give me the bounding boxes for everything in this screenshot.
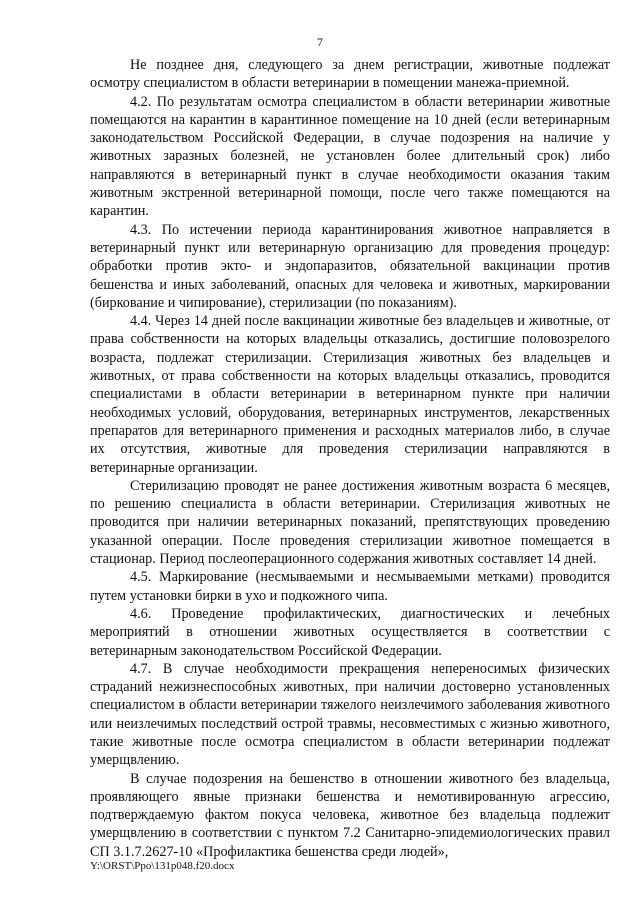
- paragraph: В случае подозрения на бешенство в отношении животного без владельца, проявляющего явные признаки бешенства и немотивированную агрессию, подтверждаемую фактом покуса человека, животное без владельца подлежит умерщвлению в соответствии с пунктом 7.2 Санитарно-эпидемиологических правил СП 3.1.7.2627-10 «Профилактика бешенства среди людей»,: [90, 770, 610, 860]
- paragraph: Не позднее дня, следующего за днем регистрации, животные подлежат осмотру специалистом в области ветеринарии в помещении манежа-приемной.: [90, 57, 610, 92]
- footer-file-path: Y:\ORST\Ppo\131p048.f20.docx: [90, 860, 235, 872]
- paragraph: Стерилизацию проводят не ранее достижения животным возраста 6 месяцев, по решению специалиста в области ветеринарии. Стерилизация животных не проводится при наличии ветеринарных показаний, препятствующих проведению указанной операции. После проведения стерилизации животное помещается в стационар. Период послеоперационного содержания животных составляет 14 дней.: [90, 477, 610, 568]
- paragraph: 4.7. В случае необходимости прекращения непереносимых физических страданий нежизнеспособных животных, при наличии достоверно установленных специалистом в области ветеринарии тяжелого неизлечимого заболевания животного или неизлечимых последствий острой травмы, несовместимых с жизнью животного, такие животные после осмотра специалистом в области ветеринарии подлежат умерщвлению.: [90, 660, 610, 769]
- paragraph: 4.4. Через 14 дней после вакцинации животные без владельцев и животные, от права собственности на которых владельцы отказались, достигшие половозрелого возраста, подлежат стерилизации. Стерилизация животных без владельцев и животных, от права собственности на которых владельцы отказались, проводится специалистами в области ветеринарии в ветеринарном пункте при наличии необходимых условий, оборудования, ветеринарных инструментов, лекарственных препаратов для ветеринарного применения и расходных материалов либо, в случае их отсутствия, животные для проведения стерилизации направляются в ветеринарные организации.: [90, 313, 610, 476]
- paragraph: 4.6. Проведение профилактических, диагностических и лечебных мероприятий в отношении животных осуществляется в соответствии с ветеринарным законодательством Российской Федерации.: [90, 605, 610, 659]
- paragraph: 4.2. По результатам осмотра специалистом в области ветеринарии животные помещаются на карантин в карантинное помещение на 10 дней (если ветеринарным законодательством Российской Федерации, в случае подозрения на наличие у животных заразных болезней, не установлен более длительный срок) либо направляются в ветеринарный пункт в случае необходимости оказания таким животным экстренной ветеринарной помощи, после чего также помещаются на карантин.: [90, 93, 610, 220]
- document-body: [90, 56, 610, 861]
- page-number: 7: [317, 35, 323, 49]
- paragraph: 4.3. По истечении периода карантинирования животное направляется в ветеринарный пункт или ветеринарную организацию для проведения процедур: обработки против экто- и эндопаразитов, обязательной вакцинации против бешенства и иных заболеваний, опасных для человека и животных, маркировании (биркование и чипирование), стерилизации (по показаниям).: [90, 221, 610, 311]
- paragraph: 4.5. Маркирование (несмываемыми и несмываемыми метками) проводится путем установки бирки в ухо и подкожного чипа.: [90, 569, 610, 604]
